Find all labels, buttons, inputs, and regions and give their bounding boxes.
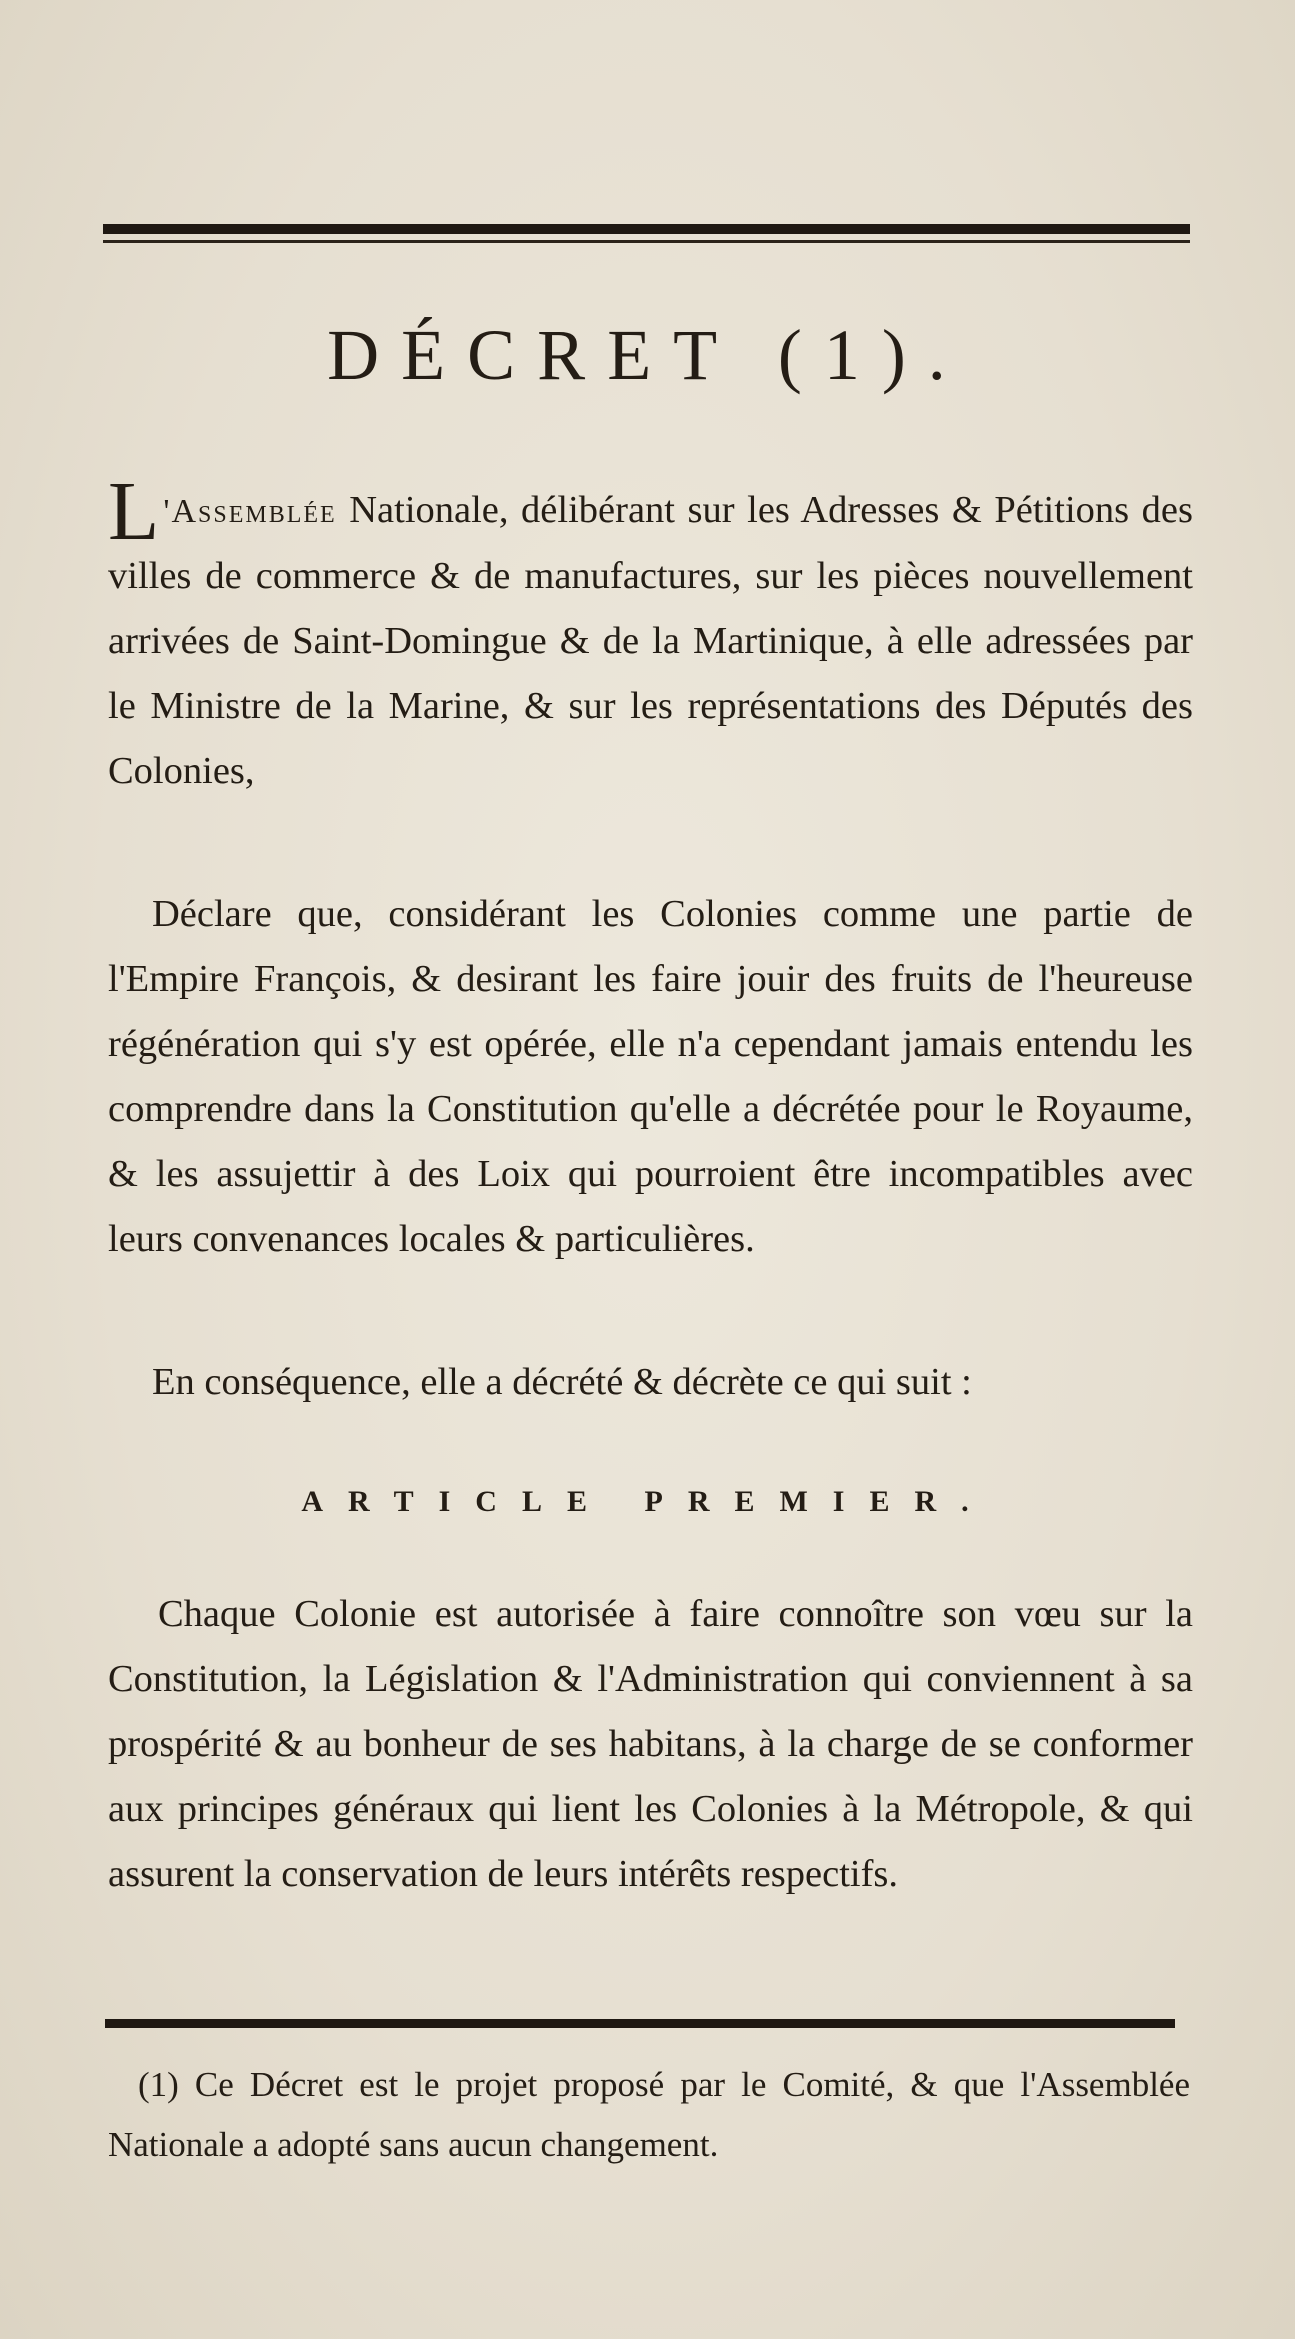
consequence-paragraph: En conséquence, elle a décrété & décrète ce qui suit : <box>152 1361 972 1403</box>
article-paragraph: Chaque Colonie est autorisée à faire connoître son vœu sur la Constitution, la Législation & l'Administration qui conviennent à sa prospérité & au bonheur de ses habitans, à la charge de se conformer aux principes généraux qui lient les Colonies à la Métropole, & qui assurent la conservation de leurs intérêts respectifs. <box>108 1593 1193 1895</box>
drop-cap: L <box>108 465 160 558</box>
footnote-rule <box>105 2019 1175 2028</box>
top-rule-thin <box>103 240 1190 243</box>
top-rule <box>103 224 1190 234</box>
intro-text: Nationale, délibérant sur les Adresses & Pétitions des villes de commerce & de manufactures, sur les pièces nouvellement arrivées de Saint-Domingue & de la Martinique, à elle adressées par le Ministre de la Marine, & sur les représentations des Députés des Colonies, <box>108 489 1193 792</box>
intro-paragraph <box>108 465 1193 804</box>
article-heading: ARTICLE PREMIER. <box>301 1485 994 1518</box>
footnote: (1) Ce Décret est le projet proposé par le Comité, & que l'Assemblée Nationale a adopté sans aucun changement. <box>108 2065 1190 2164</box>
decree-title: DÉCRET (1). <box>327 315 968 395</box>
declaration-paragraph: Déclare que, considérant les Colonies comme une partie de l'Empire François, & desirant les faire jouir des fruits de l'heureuse régénération qui s'y est opérée, elle n'a cependant jamais entendu les comprendre dans la Constitution qu'elle a décrétée pour le Royaume, & les assujettir à des Loix qui pourroient être incompatibles avec leurs convenances locales & particulières. <box>108 893 1193 1260</box>
intro-smallcaps: 'Assemblée <box>163 493 337 530</box>
